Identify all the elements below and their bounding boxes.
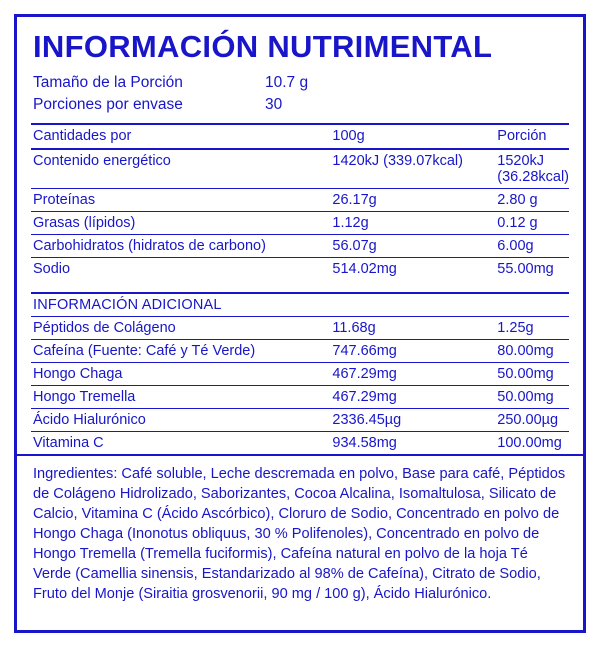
row-per-portion: 80.00mg (497, 340, 569, 363)
label-inner (17, 17, 583, 454)
servings-label: Porciones por envase (33, 96, 183, 114)
page-title: INFORMACIÓN NUTRIMENTAL (33, 29, 493, 64)
row-name: Hongo Tremella (31, 386, 332, 409)
servings-value: 30 (265, 96, 283, 114)
servings-row (33, 94, 569, 116)
row-name: Sodio (33, 261, 71, 278)
table-row (31, 212, 569, 235)
row-per-portion: 250.00µg (497, 409, 569, 432)
row-name: Grasas (lípidos) (31, 212, 332, 235)
header-amounts-per: Cantidades por (31, 125, 332, 149)
table-row (31, 340, 569, 363)
row-name: Ácido Hialurónico (31, 409, 332, 432)
header-per-portion: Porción (497, 125, 569, 149)
row-name: Contenido energético (31, 149, 332, 189)
spacer-cell (31, 280, 332, 293)
table-row (31, 189, 569, 212)
row-name: Vitamina C (33, 435, 104, 452)
portion-block (33, 72, 569, 117)
row-per-100g: 26.17g (332, 189, 497, 212)
row-per-portion: 0.12 g (497, 212, 569, 235)
row-per-100g: 467.29mg (332, 363, 497, 386)
table-row (31, 149, 569, 189)
row-name: Proteínas (31, 189, 332, 212)
portion-size-value: 10.7 g (265, 73, 309, 91)
table-row (31, 432, 569, 455)
row-per-portion: 50.00mg (497, 363, 569, 386)
row-per-portion: 100.00mg (497, 435, 562, 452)
row-per-portion: 55.00mg (497, 261, 554, 278)
portion-size-row (33, 72, 569, 94)
row-name: Hongo Chaga (31, 363, 332, 386)
table-row (31, 386, 569, 409)
row-per-100g: 1.12g (332, 212, 497, 235)
row-per-portion: 6.00g (497, 235, 569, 258)
additional-info-header-row (31, 293, 569, 317)
portion-size-label: Tamaño de la Porción (33, 73, 183, 91)
row-per-100g: 514.02mg (332, 261, 397, 278)
row-per-portion: 2.80 g (497, 189, 569, 212)
spacer-row (31, 280, 569, 293)
nutrition-table (31, 125, 569, 454)
row-name: Carbohidratos (hidratos de carbono) (31, 235, 332, 258)
table-row (31, 363, 569, 386)
row-per-100g: 467.29mg (332, 386, 497, 409)
table-row (31, 409, 569, 432)
table-row (31, 258, 569, 281)
row-per-100g: 1420kJ (339.07kcal) (332, 149, 497, 189)
table-header-row (31, 125, 569, 149)
row-per-portion: 1.25g (497, 317, 569, 340)
spacer-cell (332, 280, 497, 293)
row-per-portion: 1520kJ (36.28kcal) (497, 149, 569, 189)
row-per-100g: 934.58mg (332, 435, 397, 452)
row-per-100g: 56.07g (332, 235, 497, 258)
row-per-portion: 50.00mg (497, 386, 569, 409)
additional-info-title: INFORMACIÓN ADICIONAL (31, 293, 332, 317)
row-name: Péptidos de Colágeno (31, 317, 332, 340)
row-name: Cafeína (Fuente: Café y Té Verde) (31, 340, 332, 363)
table-row (31, 317, 569, 340)
row-per-100g: 11.68g (332, 317, 497, 340)
label-frame (14, 14, 586, 633)
additional-info-spacer-portion (497, 293, 569, 317)
table-row (31, 235, 569, 258)
additional-info-spacer-100 (332, 293, 497, 317)
row-per-100g: 2336.45µg (332, 409, 497, 432)
spacer-cell (497, 280, 569, 293)
ingredients-text: Ingredientes: Café soluble, Leche descremada en polvo, Base para café, Péptidos de Colágeno Hidrolizado, Saborizantes, Cocoa Alcalina, Isomaltulosa, Silicato de Calcio, Vitamina C (Ácido Ascórbico), Cloruro de Sodio, Concentrado en polvo de Hongo Chaga (Inonotus obliquus, 30 % Polifenoles), Concentrado en polvo de Hongo Tremella (Tremella fuciformis), Cafeína natural en polvo de la hoja Té Verde (Camellia sinensis, Estandarizado al 98% de Cafeína), Citrato de Sodio, Fruto del Monje (Siraitia grosvenorii, 90 mg / 100 g), Ácido Hialurónico. (33, 466, 566, 603)
header-per-100g: 100g (332, 125, 497, 149)
row-per-100g: 747.66mg (332, 340, 497, 363)
